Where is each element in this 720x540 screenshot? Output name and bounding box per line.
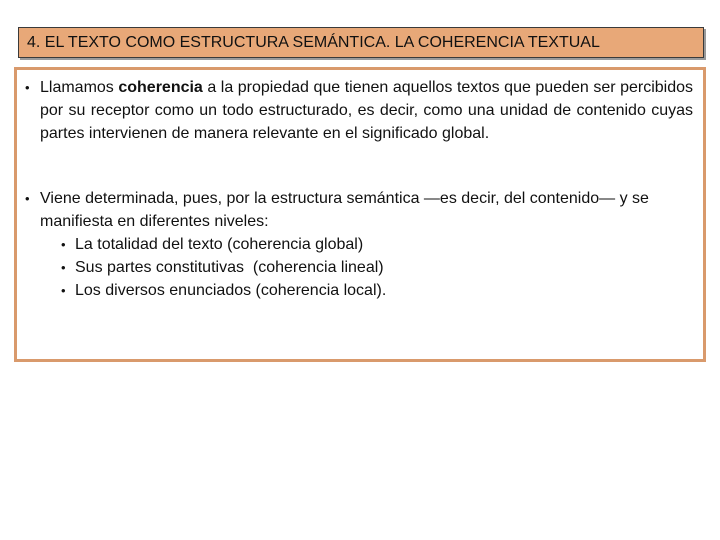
list-item-text: La totalidad del texto (coherencia global) xyxy=(75,236,364,253)
list-item-local-coherence xyxy=(61,279,693,302)
list-item-linear-coherence xyxy=(61,256,693,279)
coherence-term: coherencia xyxy=(118,79,203,96)
levels-intro-text: Viene determinada, pues, por la estructura semántica —es decir, del contenido— y se manifiesta en diferentes niveles: xyxy=(40,190,649,230)
paragraph-coherence-levels xyxy=(25,187,693,302)
list-item-global-coherence xyxy=(61,233,693,256)
slide-title: 4. EL TEXTO COMO ESTRUCTURA SEMÁNTICA. LA COHERENCIA TEXTUAL xyxy=(27,33,600,51)
bullet-icon: • xyxy=(25,80,30,95)
list-item-text: Los diversos enunciados (coherencia local). xyxy=(75,282,387,299)
bullet-icon: • xyxy=(61,260,66,275)
bullet-icon: • xyxy=(61,237,66,252)
slide-title-bar xyxy=(18,27,704,58)
definition-lead-text: Llamamos xyxy=(40,79,119,96)
definition-body-text: a la propiedad que tienen aquellos textos que pueden ser percibidos por su receptor como un todo estructurado, es decir, como una unidad de contenido cuyas partes intervienen de manera relevante en el significado global. xyxy=(40,79,694,142)
bullet-icon: • xyxy=(25,191,30,206)
paragraph-coherence-definition xyxy=(25,76,693,145)
coherence-levels-list xyxy=(25,233,693,302)
levels-intro-row xyxy=(25,187,693,233)
coherence-definition-text xyxy=(40,76,693,145)
bullet-icon: • xyxy=(61,283,66,298)
list-item-text: Sus partes constitutivas (coherencia lineal) xyxy=(75,259,384,276)
content-box xyxy=(14,67,706,362)
